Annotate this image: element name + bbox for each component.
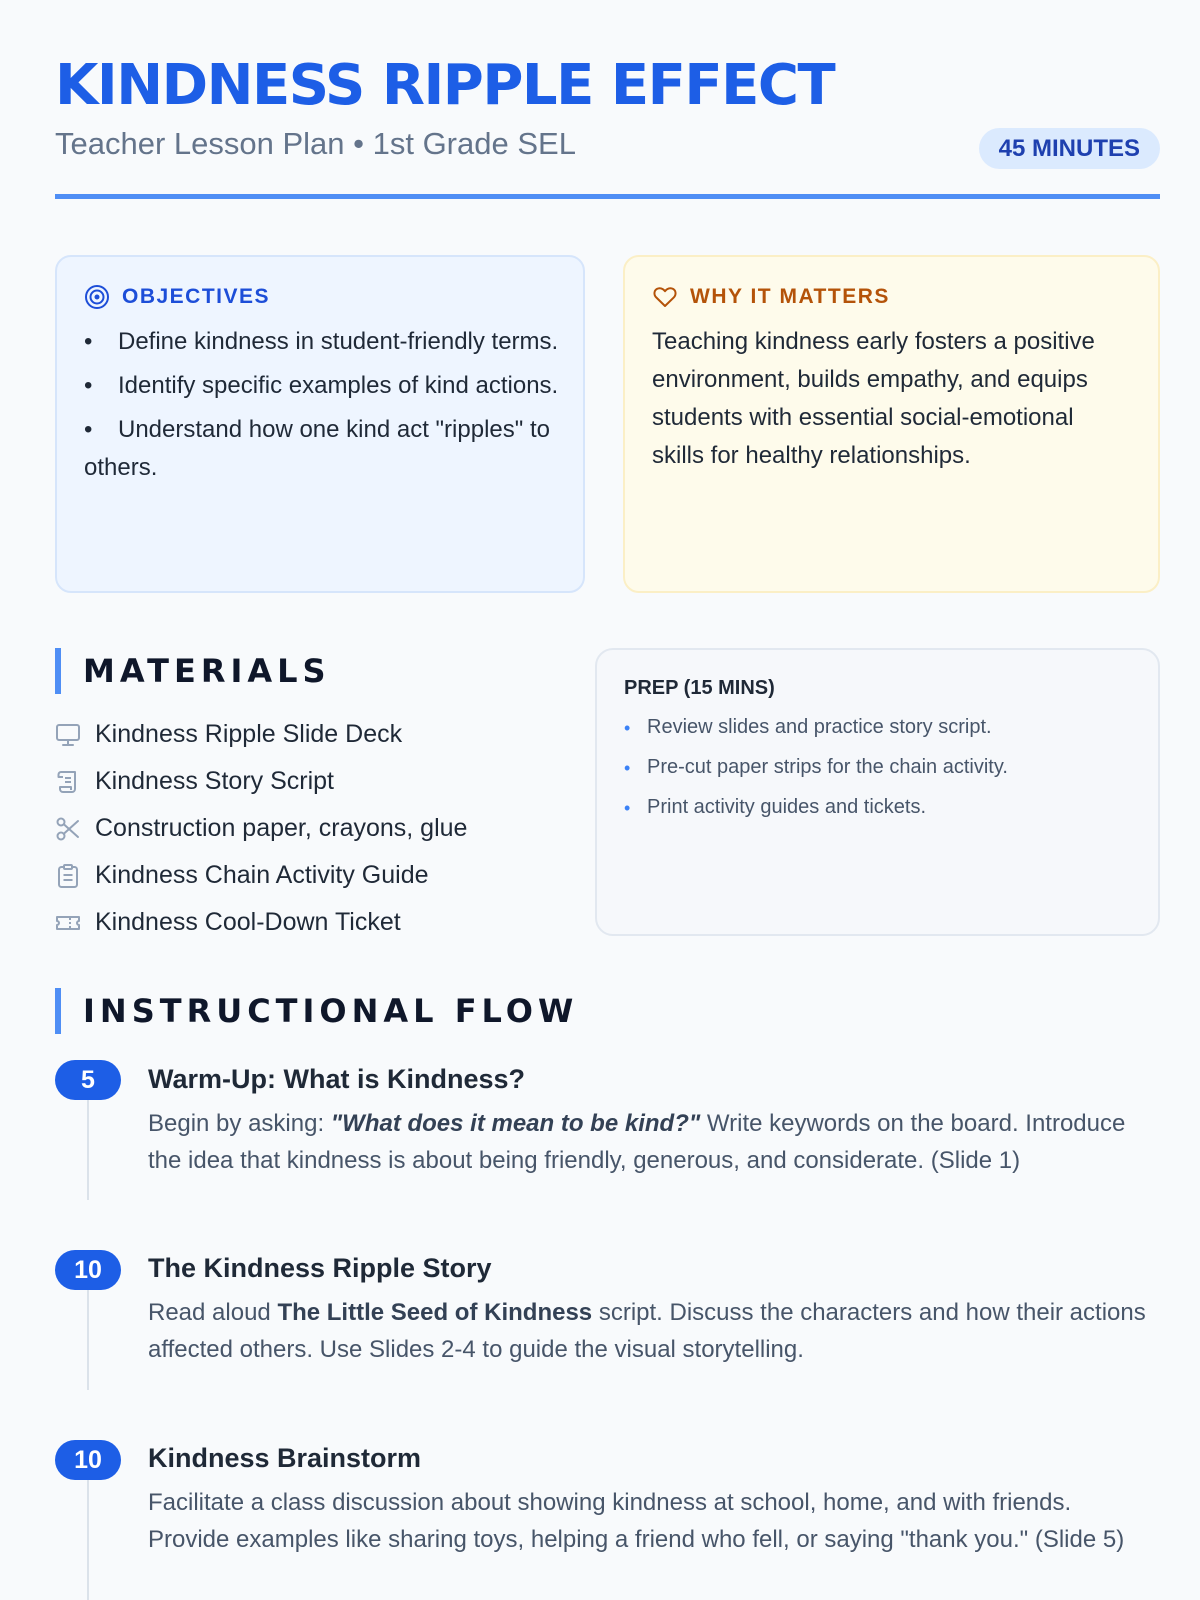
scroll-icon	[55, 769, 81, 795]
objective-item: • Define kindness in student-friendly terms.	[84, 328, 559, 355]
why-heading: WHY IT MATTERS	[690, 285, 890, 308]
timeline-line	[87, 1288, 89, 1390]
material-item	[55, 852, 467, 899]
objective-item: • Identify specific examples of kind actions.	[84, 372, 559, 399]
prep-title: PREP (15 MINS)	[624, 677, 775, 699]
why-header	[652, 284, 890, 310]
heart-icon	[652, 284, 678, 310]
materials-heading: MATERIALS	[55, 648, 331, 694]
material-label: Kindness Story Script	[95, 767, 334, 795]
lesson-plan-page	[55, 0, 1160, 1600]
prep-item: • Pre-cut paper strips for the chain activity.	[624, 756, 1008, 778]
step-minutes-badge: 10	[55, 1440, 121, 1480]
material-item	[55, 899, 467, 946]
page-subtitle: Teacher Lesson Plan • 1st Grade SEL	[55, 126, 576, 161]
scissors-icon	[55, 816, 81, 842]
step-question: "What does it mean to be kind?"	[330, 1110, 701, 1137]
duration-badge: 45 MINUTES	[979, 128, 1160, 169]
material-label: Kindness Chain Activity Guide	[95, 861, 429, 889]
page-title: KINDNESS RIPPLE EFFECT	[55, 53, 835, 118]
material-item	[55, 711, 467, 758]
story-title: The Little Seed of Kindness	[277, 1299, 593, 1326]
objective-item: • Understand how one kind act "ripples" to others.	[84, 416, 550, 481]
step-description: Read aloud The Little Seed of Kindness script. Discuss the characters and how their actions affected others. Use Slides 2-4 to guide the visual storytelling.	[148, 1299, 1146, 1363]
prep-item: • Review slides and practice story script.	[624, 716, 992, 738]
step-title: Kindness Brainstorm	[148, 1443, 422, 1473]
objectives-card	[55, 255, 585, 593]
step-title: Warm-Up: What is Kindness?	[148, 1064, 526, 1094]
why-it-matters-card	[623, 255, 1160, 593]
target-icon	[84, 284, 110, 310]
objectives-list	[84, 323, 562, 493]
objectives-header	[84, 284, 270, 310]
material-label: Kindness Ripple Slide Deck	[95, 720, 403, 748]
material-label: Kindness Cool-Down Ticket	[95, 908, 401, 936]
materials-list	[55, 711, 467, 946]
step-description: Begin by asking: "What does it mean to be kind?" Write keywords on the board. Introduce the idea that kindness is about being friendly, generous, and considerate. (Slide 1)	[148, 1110, 1126, 1174]
timeline-line	[87, 1478, 89, 1600]
material-item	[55, 805, 467, 852]
prep-item: • Print activity guides and tickets.	[624, 796, 927, 818]
objectives-heading: OBJECTIVES	[122, 285, 271, 308]
header-divider	[55, 194, 1160, 199]
step-minutes-badge: 10	[55, 1250, 121, 1290]
step-description: Facilitate a class discussion about showing kindness at school, home, and with friends. Provide examples like sharing toys, helping a friend who fell, or saying "thank you." (Slide 5)	[148, 1489, 1125, 1553]
step-title: The Kindness Ripple Story	[148, 1253, 492, 1283]
monitor-icon	[55, 722, 81, 748]
step-minutes-badge: 5	[55, 1060, 121, 1100]
material-label: Construction paper, crayons, glue	[95, 814, 468, 842]
clipboard-icon	[55, 863, 81, 889]
ticket-icon	[55, 910, 81, 936]
timeline-line	[87, 1098, 89, 1200]
why-text: Teaching kindness early fosters a positive environment, builds empathy, and equips students with essential social-emotional skills for healthy relationships.	[652, 328, 1095, 469]
prep-list	[624, 716, 1008, 836]
material-item	[55, 758, 467, 805]
prep-card	[595, 648, 1160, 936]
instructional-flow-heading: INSTRUCTIONAL FLOW	[55, 988, 578, 1034]
